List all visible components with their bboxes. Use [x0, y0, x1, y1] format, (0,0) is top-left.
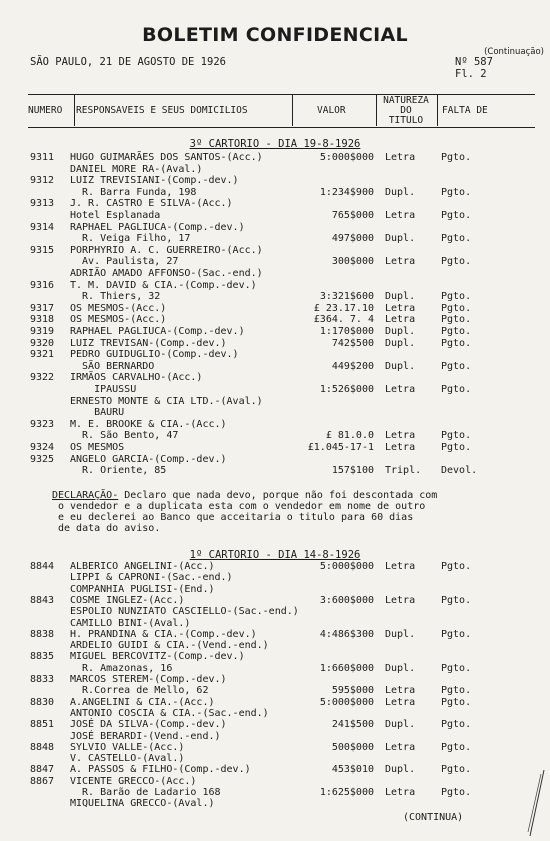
row-responsavel: LUIZ TREVISIANI-(Comp.-dev.) [70, 175, 239, 187]
row-number: 9318 [30, 314, 55, 326]
table-row [0, 572, 550, 583]
row-valor: 1:625$000 [319, 787, 374, 798]
row-falta: Pgto. [441, 764, 472, 776]
row-falta: Pgto. [441, 152, 472, 163]
declaration-line: e eu declerei ao Banco que acceitaria o titulo para 60 dias [58, 512, 414, 523]
row-valor: 1:234$900 [319, 186, 374, 198]
table-row [0, 663, 550, 674]
table-row [0, 349, 550, 360]
row-valor: 3:321$600 [319, 291, 374, 303]
table-row [0, 245, 550, 256]
row-number: 9315 [30, 244, 55, 256]
row-falta: Pgto. [441, 628, 472, 640]
page-edge-marks [516, 770, 546, 836]
col-numero: NUMERO [28, 105, 63, 116]
col-natureza-1: NATUREZA [383, 95, 429, 106]
row-natureza: Dupl. [385, 360, 416, 372]
row-number: 9323 [30, 418, 55, 430]
row-falta: Pgto. [441, 719, 472, 731]
row-valor: 453$010 [331, 764, 374, 776]
row-responsavel: JOSÉ DA SILVA-(Comp.-dev.) [70, 719, 227, 731]
row-valor: 1:526$000 [319, 384, 374, 395]
row-responsavel: OS MESMOS [70, 442, 125, 453]
row-natureza: Dupl. [385, 337, 416, 349]
table-row [0, 764, 550, 775]
row-responsavel: HUGO GUIMARÃES DOS SANTOS-(Acc.) [70, 152, 263, 163]
row-valor: 449$200 [331, 360, 374, 372]
row-natureza: Dupl. [385, 662, 416, 674]
table-row [0, 584, 550, 595]
row-number: 8838 [30, 628, 55, 640]
row-responsavel: OS MESMOS-(Acc.) [70, 302, 167, 314]
table-row [0, 685, 550, 696]
row-valor: 5:000$000 [319, 561, 374, 572]
table-row [0, 430, 550, 441]
row-responsavel: DANIEL MORE RA-(Aval.) [70, 163, 203, 175]
table-row [0, 361, 550, 372]
row-number: 8867 [30, 775, 55, 787]
row-valor: 497$000 [331, 233, 374, 245]
row-responsavel: IRMÃOS CARVALHO-(Acc.) [70, 372, 203, 384]
row-responsavel: M. E. BROOKE & CIA.-(Acc.) [70, 418, 227, 430]
row-valor: 4:486$300 [319, 628, 374, 640]
table-row [0, 175, 550, 186]
table-row [0, 561, 550, 572]
table-row [0, 268, 550, 279]
table-row [0, 419, 550, 430]
table-row [0, 697, 550, 708]
row-valor: 241$500 [331, 719, 374, 731]
row-valor: £ 81.0.0 [325, 430, 374, 442]
row-responsavel: RAPHAEL PAGLIUCA-(Comp.-dev.) [70, 326, 245, 337]
row-natureza: Dupl. [385, 326, 416, 337]
row-valor: £ 23.17.10 [313, 302, 374, 314]
row-responsavel: MIQUELINA GRECCO-(Aval.) [70, 798, 215, 810]
row-responsavel: R. Barra Funda, 198 [70, 186, 197, 198]
row-responsavel: VICENTE GRECCO-(Acc.) [70, 775, 197, 787]
row-responsavel: COMPANHIA PUGLISI-(End.) [70, 583, 215, 595]
table-row [0, 291, 550, 302]
row-valor: 5:000$000 [319, 696, 374, 708]
table-row [0, 280, 550, 291]
row-number: 8844 [30, 561, 55, 572]
row-number: 9320 [30, 337, 55, 349]
row-falta: Pgto. [441, 384, 472, 395]
row-responsavel: OS MESMOS-(Acc.) [70, 314, 167, 326]
row-responsavel: A. PASSOS & FILHO-(Comp.-dev.) [70, 764, 251, 776]
table-row [0, 233, 550, 244]
row-responsavel: BAURU [70, 407, 125, 419]
table-row [0, 396, 550, 407]
table-row [0, 303, 550, 314]
row-falta: Devol. [441, 465, 478, 477]
row-number: 9317 [30, 302, 55, 314]
table-row [0, 674, 550, 685]
row-valor: 5:000$000 [319, 152, 374, 163]
table-row [0, 314, 550, 325]
row-responsavel: LIPPI & CAPRONI-(Sac.-end.) [70, 572, 233, 584]
col-natureza-2: DO [400, 105, 412, 116]
row-number: 9322 [30, 372, 55, 384]
row-natureza: Letra [385, 430, 416, 442]
row-valor: 300$000 [331, 256, 374, 268]
row-responsavel: ADRIÃO AMADO AFFONSO-(Sac.-end.) [70, 268, 263, 279]
row-natureza: Letra [385, 210, 416, 221]
row-valor: 157$100 [331, 465, 374, 477]
header-divider [292, 94, 293, 126]
row-number: 9319 [30, 326, 55, 337]
col-natureza-3: TITULO [388, 115, 424, 126]
table-row [0, 222, 550, 233]
table-row [0, 152, 550, 163]
table-header [28, 94, 535, 128]
row-responsavel: R. Amazonas, 16 [70, 662, 173, 674]
row-natureza: Letra [385, 302, 416, 314]
table-row [0, 776, 550, 787]
place-date: SÃO PAULO, 21 DE AGOSTO DE 1926 [30, 56, 226, 68]
row-number: 8835 [30, 651, 55, 663]
row-number: 8833 [30, 674, 55, 685]
section-heading: 3º CARTORIO - DIA 19-8-1926 [189, 138, 361, 150]
row-responsavel: SÃO BERNARDO [70, 360, 155, 372]
continua-note: (CONTINUA) [403, 812, 464, 823]
table-row [0, 407, 550, 418]
row-valor: £1.045-17-1 [307, 442, 374, 453]
row-number: 9316 [30, 279, 55, 291]
row-responsavel: COSME INGLEZ-(Acc.) [70, 594, 185, 606]
continuation-note: (Continuação) [484, 47, 544, 57]
table-row [0, 338, 550, 349]
row-responsavel: R. Thiers, 32 [70, 291, 161, 303]
row-natureza: Letra [385, 594, 416, 606]
row-valor: 595$000 [331, 685, 374, 697]
row-responsavel: ESPOLIO NUNZIATO CASCIELLO-(Sac.-end.) [70, 606, 299, 618]
row-falta: Pgto. [441, 430, 472, 442]
document-title: BOLETIM CONFIDENCIAL [142, 24, 408, 46]
table-row [0, 256, 550, 267]
row-responsavel: R. Veiga Filho, 17 [70, 233, 191, 245]
row-responsavel: MIGUEL BERCOVITZ-(Comp.-dev.) [70, 651, 245, 663]
table-row [0, 384, 550, 395]
bulletin-number: Nº 587 [455, 56, 493, 68]
header-divider [376, 94, 377, 126]
table-row [0, 442, 550, 453]
row-falta: Pgto. [441, 302, 472, 314]
row-valor: 1:660$000 [319, 662, 374, 674]
bulletin-number-block [455, 56, 493, 80]
row-valor: 1:170$000 [319, 326, 374, 337]
table-row [0, 210, 550, 221]
row-natureza: Letra [385, 314, 416, 326]
row-natureza: Dupl. [385, 719, 416, 731]
row-responsavel: PORPHYRIO A. C. GUERREIRO-(Acc.) [70, 244, 263, 256]
row-responsavel: V. CASTELLO-(Aval.) [70, 753, 185, 765]
row-falta: Pgto. [441, 210, 472, 221]
row-responsavel: ERNESTO MONTE & CIA LTD.-(Aval.) [70, 395, 263, 407]
row-falta: Pgto. [441, 594, 472, 606]
col-falta: FALTA DE [442, 105, 488, 116]
row-natureza: Letra [385, 256, 416, 268]
table-row [0, 454, 550, 465]
row-natureza: Letra [385, 152, 416, 163]
row-responsavel: CAMILLO BINI-(Aval.) [70, 617, 191, 629]
row-falta: Pgto. [441, 696, 472, 708]
row-falta: Pgto. [441, 787, 472, 798]
row-number: 9321 [30, 349, 55, 361]
row-natureza: Letra [385, 696, 416, 708]
row-number: 9325 [30, 453, 55, 465]
table-row [0, 198, 550, 209]
declaration-line: o vendedor e a duplicata esta com o vendedor em nome de outro [58, 501, 426, 512]
row-responsavel: T. M. DAVID & CIA.-(Comp.-dev.) [70, 279, 257, 291]
row-responsavel: A.ANGELINI & CIA.-(Acc.) [70, 696, 215, 708]
row-responsavel: J. R. CASTRO E SILVA-(Acc.) [70, 198, 233, 210]
row-number: 9311 [30, 152, 55, 163]
section-heading: 1º CARTORIO - DIA 14-8-1926 [189, 549, 361, 561]
row-number: 9312 [30, 175, 55, 187]
row-responsavel: SYLVIO VALLE-(Acc.) [70, 741, 185, 753]
row-natureza: Dupl. [385, 291, 416, 303]
row-falta: Pgto. [441, 186, 472, 198]
row-responsavel: ANTONIO COSCIA & CIA.-(Sac.-end.) [70, 707, 269, 719]
row-natureza: Letra [385, 384, 416, 395]
row-valor: 3:600$000 [319, 594, 374, 606]
row-responsavel: IPAUSSU [70, 384, 137, 395]
table-row [0, 787, 550, 798]
table-row [0, 640, 550, 651]
row-responsavel: Av. Paulista, 27 [70, 256, 179, 268]
row-responsavel: R.Correa de Mello, 62 [70, 685, 209, 697]
row-natureza: Letra [385, 741, 416, 753]
row-responsavel: RAPHAEL PAGLIUCA-(Comp.-dev.) [70, 221, 245, 233]
table-row [0, 164, 550, 175]
row-number: 9324 [30, 442, 55, 453]
row-responsavel: JOSÉ BERARDI-(Vend.-end.) [70, 730, 221, 742]
row-falta: Pgto. [441, 314, 472, 326]
row-responsavel: R. São Bento, 47 [70, 430, 179, 442]
row-falta: Pgto. [441, 291, 472, 303]
table-row [0, 326, 550, 337]
row-falta: Pgto. [441, 256, 472, 268]
header-divider [437, 94, 438, 126]
table-row [0, 618, 550, 629]
row-responsavel: ANGELO GARCIA-(Comp.-dev.) [70, 453, 227, 465]
row-responsavel: ALBERICO ANGELINI-(Acc.) [70, 561, 215, 572]
row-responsavel: Hotel Esplanada [70, 210, 161, 221]
table-row [0, 595, 550, 606]
row-falta: Pgto. [441, 337, 472, 349]
table-row [0, 708, 550, 719]
row-number: 8847 [30, 764, 55, 776]
row-natureza: Dupl. [385, 628, 416, 640]
table-row [0, 731, 550, 742]
declaration-label: DECLARAÇÃO- [52, 490, 119, 501]
row-number: 9313 [30, 198, 55, 210]
row-number: 8843 [30, 594, 55, 606]
row-valor: 742$500 [331, 337, 374, 349]
row-falta: Pgto. [441, 685, 472, 697]
row-responsavel: R. Oriente, 85 [70, 465, 167, 477]
table-row [0, 187, 550, 198]
row-valor: 765$000 [331, 210, 374, 221]
table-row [0, 651, 550, 662]
col-valor: VALOR [317, 105, 346, 116]
row-natureza: Dupl. [385, 764, 416, 776]
row-natureza: Dupl. [385, 233, 416, 245]
col-responsaveis: RESPONSAVEIS E SEUS DOMICILIOS [76, 105, 248, 116]
row-falta: Pgto. [441, 442, 472, 453]
table-row [0, 719, 550, 730]
row-natureza: Letra [385, 442, 416, 453]
row-responsavel: LUIZ TREVISAN-(Comp.-dev.) [70, 337, 227, 349]
declaration-line: Declaro que nada devo, porque não foi descontada com [118, 490, 438, 501]
table-row [0, 798, 550, 809]
row-number: 8848 [30, 741, 55, 753]
row-falta: Pgto. [441, 233, 472, 245]
table-row [0, 372, 550, 383]
declaration-line: de data do aviso. [58, 523, 161, 534]
row-natureza: Tripl. [385, 465, 422, 477]
row-natureza: Letra [385, 787, 416, 798]
row-natureza: Dupl. [385, 186, 416, 198]
header-divider [74, 94, 75, 126]
row-falta: Pgto. [441, 561, 472, 572]
row-responsavel: MARCOS STEREM-(Comp.-dev.) [70, 674, 227, 685]
row-falta: Pgto. [441, 662, 472, 674]
row-valor: 500$000 [331, 741, 374, 753]
table-row [0, 753, 550, 764]
row-number: 8851 [30, 719, 55, 731]
row-responsavel: R. Barão de Ladario 168 [70, 787, 221, 798]
declaration [52, 490, 537, 534]
row-responsavel: ARDELIO GUIDI & CIA.-(Vend.-end.) [70, 640, 269, 652]
row-number: 9314 [30, 221, 55, 233]
row-falta: Pgto. [441, 741, 472, 753]
row-responsavel: H. PRANDINA & CIA.-(Comp.-dev.) [70, 628, 257, 640]
row-natureza: Letra [385, 685, 416, 697]
table-row [0, 606, 550, 617]
row-natureza: Letra [385, 561, 416, 572]
table-row [0, 465, 550, 476]
row-valor: £364. 7. 4 [313, 314, 374, 326]
row-falta: Pgto. [441, 360, 472, 372]
row-number: 8830 [30, 696, 55, 708]
table-row [0, 742, 550, 753]
table-row [0, 629, 550, 640]
sheet-number: Fl. 2 [455, 68, 487, 80]
row-responsavel: PEDRO GUIDUGLIO-(Comp.-dev.) [70, 349, 239, 361]
row-falta: Pgto. [441, 326, 472, 337]
